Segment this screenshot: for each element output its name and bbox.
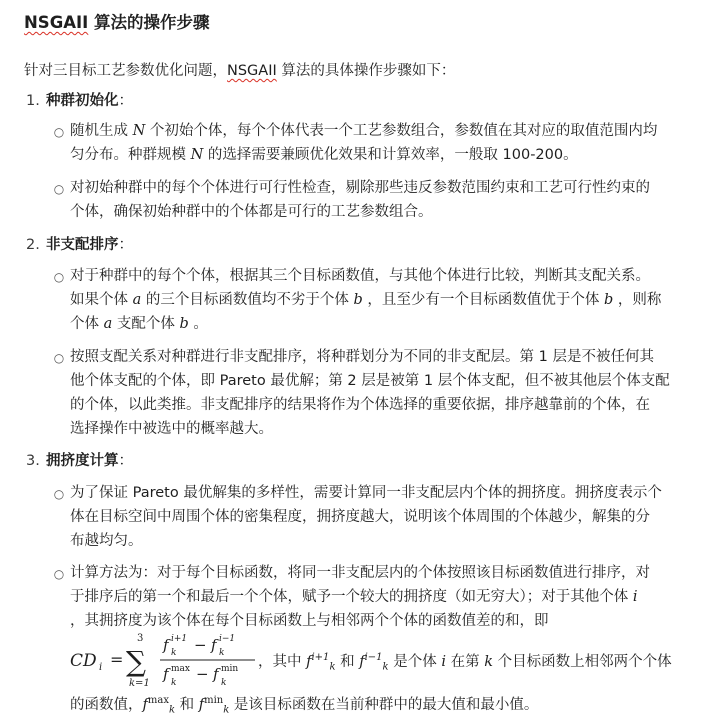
math-var: f: [359, 653, 365, 670]
text: 对初始种群中的每个个体进行可行性检查，剔除那些违反参数范围约束和工艺可行性约束的: [70, 180, 650, 196]
text: 体在目标空间中周围个体的密集程度，拥挤度越大，说明该个体周围的个体越少，解集的分: [70, 509, 650, 525]
text: 和: [335, 653, 360, 670]
intro-paragraph: [24, 59, 455, 83]
formula-num-sup2: i−1: [219, 634, 236, 644]
section-1-item-2: [70, 176, 718, 224]
text: 为了保证 Pareto 最优解集的多样性，需要计算同一非支配层内个体的拥挤度。拥挤度表示个: [70, 485, 662, 501]
intro-text-1: 针对三目标工艺参数优化问题，: [24, 63, 227, 79]
formula-num-f2: f: [211, 636, 217, 654]
math-sup: min: [204, 695, 224, 706]
formula-svg: [70, 628, 260, 690]
text: 按照支配关系对种群进行非支配排序，将种群划分为不同的非支配层。第 1 层是不被任何其: [70, 349, 654, 365]
text: 匀分布。种群规模: [70, 147, 191, 163]
bullet-circle-icon: ○: [53, 270, 65, 284]
math-var: k: [484, 653, 493, 670]
page-title: [24, 10, 210, 36]
section-3-heading: [26, 449, 133, 473]
text: 支配个体: [112, 316, 180, 332]
math-var: a: [132, 292, 142, 308]
text: ，其拥挤度为该个体在每个目标函数上与相邻两个个体的函数值差的和，即: [70, 613, 549, 629]
bullet-circle-icon: ○: [53, 351, 65, 365]
text: 。: [188, 316, 208, 332]
formula-den-f1: f: [163, 665, 169, 683]
intro-text-2: 算法的具体操作步骤如下：: [276, 63, 456, 79]
section-number: 2.: [26, 237, 40, 253]
section-2-heading: [26, 233, 133, 257]
section-3-item-2-last-line: [70, 689, 718, 723]
formula-equals: =: [110, 650, 124, 669]
text: 于排序后的第一个和最后一个个体，赋予一个较大的拥挤度（如无穷大）；对于其他个体: [70, 589, 633, 605]
formula-sum-symbol: ∑: [126, 645, 146, 678]
text: 对于种群中的每个个体，根据其三个目标函数值，与其他个体进行比较，判断其支配关系。: [70, 268, 650, 284]
formula-den-sup1: max: [171, 664, 190, 674]
formula-den-sub1: k: [171, 678, 177, 688]
section-1-heading: [26, 89, 133, 113]
formula-lhs-sub: i: [99, 662, 103, 673]
math-sub: k: [168, 704, 176, 716]
text: ，则称: [613, 292, 662, 308]
formula-lhs: CD: [70, 651, 97, 671]
text: 他个体支配的个体，即 Pareto 最优解；第 2 层是被第 1 层个体支配，但不被其他层个体支配: [70, 373, 670, 389]
section-2-item-2: [70, 345, 718, 441]
section-title: 拥挤度计算: [46, 453, 119, 469]
formula-explanation: [258, 646, 672, 680]
formula-num-minus: −: [194, 636, 207, 654]
text: 是该目标函数在当前种群中的最大值和最小值。: [229, 696, 539, 713]
formula-sum-lower: k=1: [129, 678, 150, 689]
formula-den-sub2: k: [221, 678, 227, 688]
section-number: 1.: [26, 93, 40, 109]
text: 个目标函数上相邻两个个体: [492, 653, 672, 670]
text: 选择操作中被选中的概率越大。: [70, 421, 273, 437]
text: 和: [175, 696, 199, 713]
text: 计算方法为：对于每个目标函数，将同一非支配层内的个体按照该目标函数值进行排序，对: [70, 565, 650, 581]
text: 个体: [70, 316, 104, 332]
math-var: i: [441, 653, 446, 670]
formula-sum-upper: 3: [137, 633, 144, 644]
math-var: b: [179, 316, 189, 332]
section-3-item-2: [70, 561, 718, 633]
math-var: f: [306, 653, 312, 670]
math-sup: i−1: [364, 652, 383, 663]
section-colon: ：: [118, 93, 133, 109]
math-sub: k: [223, 704, 230, 716]
section-title: 种群初始化: [46, 93, 119, 109]
formula-den-sup2: min: [221, 664, 239, 674]
math-var: f: [198, 696, 205, 713]
math-sub: k: [382, 661, 389, 673]
math-var: a: [103, 316, 113, 332]
math-sub: k: [329, 661, 336, 673]
math-var: b: [353, 292, 363, 308]
text: 个初始个体，每个个体代表一个工艺参数组合，参数值在其对应的取值范围内均: [145, 123, 658, 139]
formula-num-f1: f: [163, 636, 169, 654]
crowding-distance-formula: [70, 628, 718, 690]
bullet-circle-icon: ○: [53, 182, 65, 196]
bullet-circle-icon: ○: [53, 487, 65, 501]
formula-num-sub1: k: [171, 648, 177, 658]
section-colon: ：: [118, 453, 133, 469]
section-colon: ：: [118, 237, 133, 253]
math-var: f: [142, 696, 148, 713]
title-rest: 算法的操作步骤: [88, 13, 210, 32]
math-var: N: [132, 123, 146, 139]
formula-num-sup1: i+1: [171, 634, 188, 644]
bullet-circle-icon: ○: [53, 125, 65, 139]
formula-den-f2: f: [213, 665, 219, 683]
title-nsgaii: NSGAII: [24, 13, 89, 32]
section-3-item-1: [70, 481, 718, 553]
intro-nsgaii: NSGAII: [227, 63, 277, 79]
bullet-circle-icon: ○: [53, 567, 65, 581]
formula-num-sub2: k: [219, 648, 225, 658]
text: 如果个体: [70, 292, 133, 308]
text: 的三个目标函数值均不劣于个体: [141, 292, 354, 308]
math-var: N: [190, 147, 204, 163]
text: 随机生成: [70, 123, 133, 139]
text: 的选择需要兼顾优化效果和计算效率，一般取 100-200。: [203, 147, 578, 163]
math-sup: i+1: [311, 652, 330, 663]
section-number: 3.: [26, 453, 40, 469]
text: 的函数值，: [70, 696, 143, 713]
math-var: b: [604, 292, 614, 308]
math-var: i: [632, 589, 638, 605]
section-2-item-1: [70, 264, 718, 336]
section-title: 非支配排序: [46, 237, 119, 253]
text: ，其中: [258, 653, 307, 670]
section-1-item-1: [70, 119, 718, 167]
text: ，且至少有一个目标函数值优于个体: [362, 292, 604, 308]
math-sup: max: [147, 695, 169, 706]
text: 在第: [445, 653, 485, 670]
text: 布越均匀。: [70, 533, 143, 549]
text: 的个体，以此类推。非支配排序的结果将作为个体选择的重要依据，排序越靠前的个体，在: [70, 397, 650, 413]
text: 是个体: [388, 653, 442, 670]
formula-den-minus: −: [196, 665, 209, 683]
text: 个体，确保初始种群中的个体都是可行的工艺参数组合。: [70, 204, 433, 220]
